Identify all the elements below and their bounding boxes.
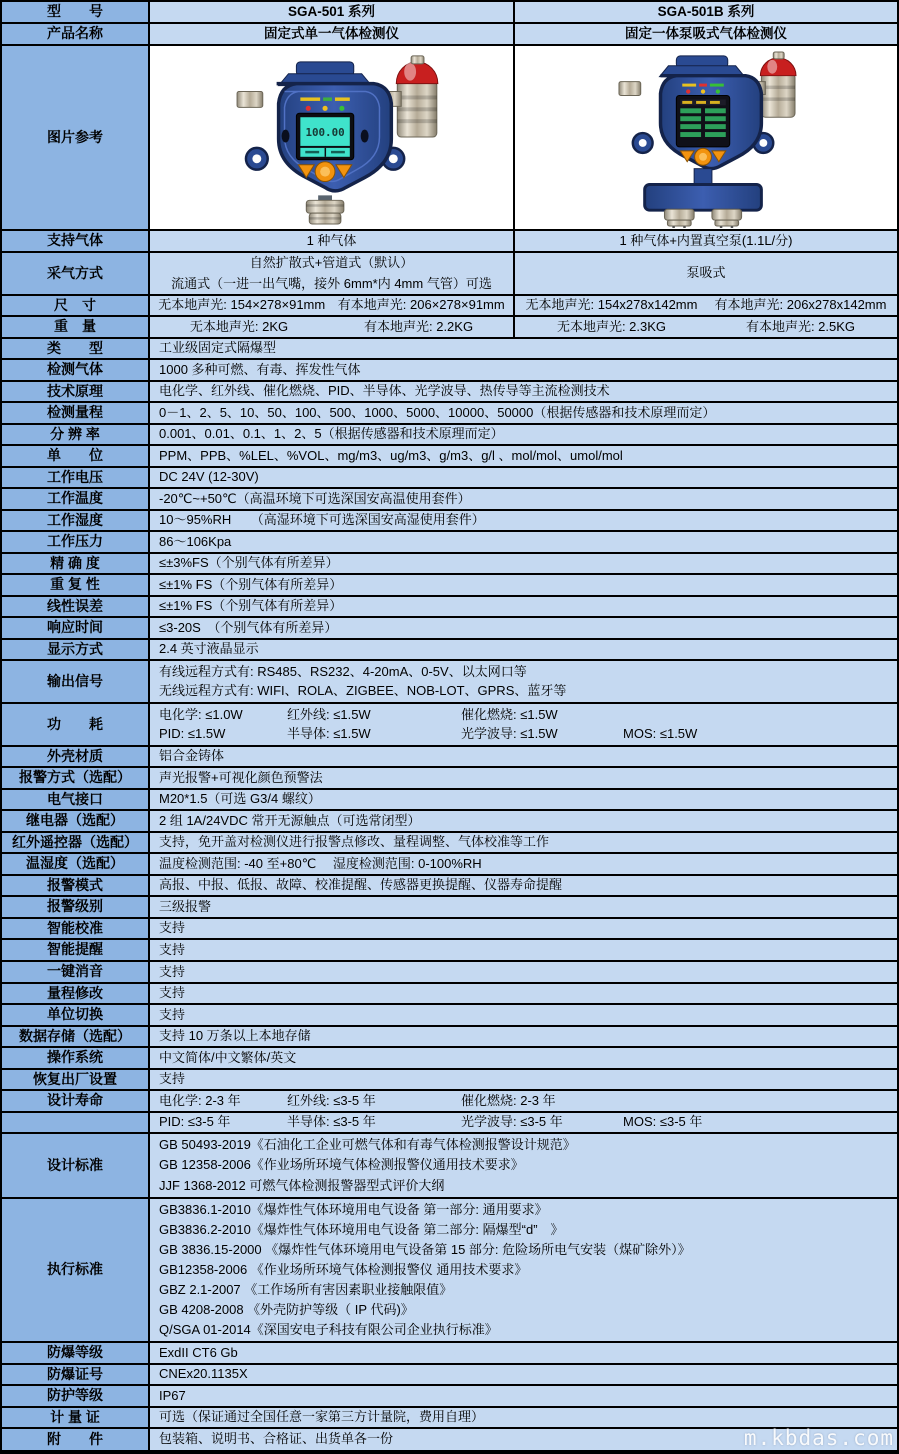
value-line: GB 3836.15-2000 《爆炸性气体环境用电气设备第 15 部分: 危险场所电气安装（煤矿除外）》: [159, 1241, 691, 1257]
row-unit-switching: [2, 1005, 897, 1027]
value-col1-model: [150, 2, 515, 22]
cable-gland: [619, 81, 641, 95]
value-line: GB12358-2006 《作业场所环境气体检测报警仪 通用技术要求》: [159, 1261, 528, 1277]
value-line: DC 24V (12-30V): [159, 469, 259, 485]
lcd-screen: [676, 95, 729, 146]
row-header-protection-grade: 防护等级: [2, 1386, 150, 1406]
value-col2-sampling-method: [515, 253, 897, 294]
row-header-accuracy: 精 确 度: [2, 554, 150, 573]
value-line: 声光报警+可视化颜色预警法: [159, 769, 323, 785]
row-header-output-signal: 输出信号: [2, 661, 150, 702]
row-header-data-storage: 数据存储（选配）: [2, 1027, 150, 1046]
row-header-implementation-standards: 执行标准: [2, 1199, 150, 1341]
row-header-technology: 技术原理: [2, 382, 150, 401]
side-button-left: [281, 129, 289, 142]
value-item: 半导体: ≤1.5W: [287, 726, 371, 742]
value-smart-reminder: [150, 940, 897, 960]
row-alarm-levels: [2, 897, 897, 919]
row-header-temp-humidity: 温湿度（选配）: [2, 854, 150, 874]
pump-base: [645, 184, 762, 210]
row-header-alarm-levels: 报警级别: [2, 897, 150, 917]
row-repeatability: [2, 575, 897, 597]
row-header-explosion-proof-cert: 防爆证号: [2, 1365, 150, 1384]
value-line: 固定式单一气体检测仪: [264, 25, 399, 41]
row-header-design-life: 设计寿命: [2, 1091, 150, 1111]
row-header-design-standards: 设计标准: [2, 1134, 150, 1197]
value-line: [159, 1093, 891, 1109]
value-metrology-cert: [150, 1408, 897, 1427]
row-header-display-mode: 显示方式: [2, 640, 150, 659]
value-item: MOS: ≤3-5 年: [623, 1114, 703, 1130]
row-type: [2, 339, 897, 360]
gas-sensor-left: [664, 209, 694, 228]
value-line: GB3836.2-2010《爆炸性气体环境用电气设备 第二部分: 隔爆型“d” 》: [159, 1221, 564, 1237]
value-item: 半导体: ≤3-5 年: [287, 1114, 376, 1130]
value-temp-humidity: [150, 854, 897, 874]
value-line: SGA-501B 系列: [657, 3, 755, 19]
screen-reading: 100.00: [304, 125, 345, 139]
value-line: 支持: [159, 963, 186, 979]
value-line: ExdII CT6 Gb: [159, 1344, 238, 1360]
value-implementation-standards: [150, 1199, 897, 1341]
row-one-key-mute: [2, 962, 897, 984]
value-line: ≤±3%FS（个别气体有所差异）: [159, 555, 339, 571]
value-col2-supported-gas: [515, 231, 897, 251]
row-header-supported-gas: 支持气体: [2, 231, 150, 251]
value-repeatability: [150, 575, 897, 595]
row-product-name: [2, 24, 897, 46]
value-line: 支持: [159, 920, 186, 936]
value-line: 高报、中报、低报、故障、校准提醒、传感器更换提醒、仪器寿命提醒: [159, 877, 563, 893]
row-header-working-pressure: 工作压力: [2, 532, 150, 552]
value-line: 有本地声光: 2.5KG: [745, 318, 856, 334]
row-range-modification: [2, 984, 897, 1005]
value-col1-weight: [150, 317, 515, 337]
watermark: m.kbdas.com: [743, 1426, 894, 1450]
value-line: ≤3-20S （个别气体有所差异）: [159, 619, 338, 635]
row-header-model: 型 号: [2, 2, 150, 22]
value-line: 有本地声光: 206×278×91mm: [337, 297, 505, 313]
row-sampling-method: [2, 253, 897, 296]
value-protection-grade: [150, 1386, 897, 1406]
value-smart-calibration: [150, 919, 897, 938]
value-operating-system: [150, 1048, 897, 1068]
row-alarm-modes: [2, 876, 897, 897]
value-range-modification: [150, 984, 897, 1003]
row-header-operating-system: 操作系统: [2, 1048, 150, 1068]
value-line: 无本地声光: 2.3KG: [556, 318, 667, 334]
row-header-product-name: 产品名称: [2, 24, 150, 44]
row-header-image-reference: 图片参考: [2, 46, 150, 229]
value-col1-supported-gas: [150, 231, 515, 251]
value-line: 0.001、0.01、0.1、1、2、5（根据传感器和技术原理而定）: [159, 426, 504, 442]
row-detected-gases: [2, 360, 897, 382]
value-line: 支持，免开盖对检测仪进行报警点修改、量程调整、气体校准等工作: [159, 834, 550, 850]
value-type: [150, 339, 897, 358]
row-header-response-time: 响应时间: [2, 618, 150, 638]
value-item: 催化燃烧: ≤1.5W: [461, 706, 558, 722]
value-line: GB3836.1-2010《爆炸性气体环境用电气设备 第一部分: 通用要求》: [159, 1201, 548, 1217]
cable-gland: [237, 91, 263, 107]
row-header-smart-reminder: 智能提醒: [2, 940, 150, 960]
value-line: 10～95%RH （高湿环境下可选深国安高湿使用套件）: [159, 512, 485, 528]
value-power-consumption: [150, 704, 897, 745]
value-output-signal: [150, 661, 897, 702]
row-header-working-humidity: 工作湿度: [2, 511, 150, 530]
value-line: 固定一体泵吸式气体检测仪: [625, 25, 787, 41]
row-design-life: [2, 1091, 897, 1113]
row-header-range-modification: 量程修改: [2, 984, 150, 1003]
value-line: 1000 多种可燃、有毒、挥发性气体: [159, 361, 361, 377]
value-item: 光学波导: ≤3-5 年: [461, 1114, 563, 1130]
value-design-life-2: [150, 1113, 897, 1132]
value-electrical-interface: [150, 790, 897, 809]
gas-sensor: [306, 195, 344, 224]
row-technology: [2, 382, 897, 403]
value-detected-gases: [150, 360, 897, 380]
row-header-units: 单 位: [2, 446, 150, 466]
row-header-alarm-method: 报警方式（选配）: [2, 768, 150, 788]
value-line: GBZ 2.1-2007 《工作场所有害因素职业接触限值》: [159, 1281, 453, 1297]
row-header-explosion-proof-grade: 防爆等级: [2, 1343, 150, 1363]
row-header-smart-calibration: 智能校准: [2, 919, 150, 938]
value-col1-product-name: [150, 24, 515, 44]
alarm-beacon: [396, 55, 438, 136]
row-relay: [2, 811, 897, 833]
value-line: 有线远程方式有: RS485、RS232、4-20mA、0-5V、以太网口等: [159, 663, 527, 679]
side-button-right: [360, 129, 368, 142]
value-line: 支持: [159, 1006, 186, 1022]
value-line: 86～106Kpa: [159, 533, 232, 549]
value-technology: [150, 382, 897, 401]
row-working-voltage: [2, 468, 897, 489]
value-item: MOS: ≤1.5W: [623, 726, 698, 742]
value-one-key-mute: [150, 962, 897, 982]
product-image-sga501: [150, 46, 515, 229]
value-item: 催化燃烧: 2-3 年: [461, 1092, 556, 1108]
value-col2-model: [515, 2, 897, 22]
value-response-time: [150, 618, 897, 638]
value-line: 工业级固定式隔爆型: [159, 340, 277, 356]
value-item: PID: ≤1.5W: [159, 726, 226, 742]
value-working-voltage: [150, 468, 897, 487]
value-line: -20℃~+50℃（高温环境下可选深国安高温使用套件）: [159, 490, 471, 506]
row-accuracy: [2, 554, 897, 575]
value-line: 有本地声光: 206x278x142mm: [714, 297, 887, 313]
value-line: 无本地声光: 2KG: [189, 318, 289, 334]
lcd-screen: [296, 113, 353, 159]
value-line: 1 种气体+内置真空泵(1.1L/分): [619, 232, 793, 248]
value-line: ≤±1% FS（个别气体有所差异）: [159, 576, 343, 592]
value-data-storage: [150, 1027, 897, 1046]
value-line: PPM、PPB、%LEL、%VOL、mg/m3、ug/m3、g/m3、g/l 、mol/mol、umol/mol: [159, 447, 623, 463]
value-line: SGA-501 系列: [287, 3, 376, 19]
row-header-type: 类 型: [2, 339, 150, 358]
value-alarm-modes: [150, 876, 897, 895]
value-line: CNEx20.1135X: [159, 1366, 248, 1382]
value-line: Q/SGA 01-2014《深国安电子科技有限公司企业执行标准》: [159, 1321, 498, 1337]
value-unit-switching: [150, 1005, 897, 1025]
row-working-pressure: [2, 532, 897, 554]
row-ir-remote: [2, 833, 897, 854]
row-response-time: [2, 618, 897, 640]
row-housing-material: [2, 747, 897, 768]
value-line: 电化学、红外线、催化燃烧、PID、半导体、光学波导、热传导等主流检测技术: [159, 383, 610, 399]
value-col1-dimensions: [150, 296, 515, 315]
row-electrical-interface: [2, 790, 897, 811]
value-display-mode: [150, 640, 897, 659]
row-implementation-standards: [2, 1199, 897, 1343]
value-detection-range: [150, 403, 897, 423]
value-item: 红外线: ≤3-5 年: [287, 1092, 376, 1108]
row-units: [2, 446, 897, 468]
row-factory-reset: [2, 1070, 897, 1091]
value-line: 0－1、2、5、10、50、100、500、1000、5000、10000、50000（根据传感器和技术原理而定）: [159, 404, 716, 420]
row-smart-reminder: [2, 940, 897, 962]
row-smart-calibration: [2, 919, 897, 940]
value-line: 支持: [159, 985, 186, 1001]
value-line: M20*1.5（可选 G3/4 螺纹）: [159, 791, 321, 807]
value-line: 有本地声光: 2.2KG: [363, 318, 474, 334]
value-line: 支持: [159, 941, 186, 957]
value-line: IP67: [159, 1387, 186, 1403]
value-line: [159, 1114, 891, 1130]
row-header-unit-switching: 单位切换: [2, 1005, 150, 1025]
value-line: 支持 10 万条以上本地存储: [159, 1028, 311, 1044]
row-explosion-proof-grade: [2, 1343, 897, 1365]
row-header-ir-remote: 红外遥控器（选配）: [2, 833, 150, 852]
value-col2-weight: [515, 317, 897, 337]
value-explosion-proof-grade: [150, 1343, 897, 1363]
value-col2-dimensions: [515, 296, 897, 315]
value-working-pressure: [150, 532, 897, 552]
row-header-detection-range: 检测量程: [2, 403, 150, 423]
row-header-working-voltage: 工作电压: [2, 468, 150, 487]
row-detection-range: [2, 403, 897, 425]
value-accuracy: [150, 554, 897, 573]
value-design-standards: [150, 1134, 897, 1197]
product-image-sga501b: [515, 46, 897, 229]
value-line: 铝合金铸体: [159, 748, 225, 764]
value-line: 温度检测范围: -40 至+80℃ 湿度检测范围: 0-100%RH: [159, 855, 482, 871]
value-item: 光学波导: ≤1.5W: [461, 726, 558, 742]
row-header-alarm-modes: 报警模式: [2, 876, 150, 895]
row-header-detected-gases: 检测气体: [2, 360, 150, 380]
value-line: JJF 1368-2012 可燃气体检测报警器型式评价大纲: [159, 1177, 445, 1193]
row-temp-humidity: [2, 854, 897, 876]
row-image-reference: [2, 46, 897, 231]
row-working-humidity: [2, 511, 897, 532]
row-header-dimensions: 尺 寸: [2, 296, 150, 315]
value-col2-product-name: [515, 24, 897, 44]
row-resolution: [2, 425, 897, 446]
value-line: 流通式（一进一出气嘴，接外 6mm*内 4mm 气管）可选: [171, 275, 492, 291]
value-line: 自然扩散式+管道式（默认）: [249, 255, 414, 271]
row-display-mode: [2, 640, 897, 661]
row-alarm-method: [2, 768, 897, 790]
value-explosion-proof-cert: [150, 1365, 897, 1384]
value-design-life: [150, 1091, 897, 1111]
row-header-one-key-mute: 一键消音: [2, 962, 150, 982]
gas-detector-single-illustration: [172, 48, 492, 228]
row-header-power-consumption: 功 耗: [2, 704, 150, 745]
value-line: 支持: [159, 1071, 186, 1087]
value-resolution: [150, 425, 897, 444]
value-alarm-method: [150, 768, 897, 788]
value-ir-remote: [150, 833, 897, 852]
value-item: PID: ≤3-5 年: [159, 1114, 231, 1130]
row-header-relay: 继电器（选配）: [2, 811, 150, 831]
value-line: 2.4 英寸液晶显示: [159, 641, 259, 657]
row-header-linearity-error: 线性误差: [2, 597, 150, 616]
value-item: 电化学: ≤1.0W: [159, 706, 243, 722]
row-design-standards: [2, 1134, 897, 1199]
value-factory-reset: [150, 1070, 897, 1089]
value-line: 泵吸式: [686, 265, 726, 281]
row-header-factory-reset: 恢复出厂设置: [2, 1070, 150, 1089]
gas-detector-pump-illustration: [546, 48, 866, 228]
row-power-consumption: [2, 704, 897, 747]
value-line: 无本地声光: 154x278x142mm: [525, 297, 698, 313]
row-header-weight: 重 量: [2, 317, 150, 337]
value-line: ≤±1% FS（个别气体有所差异）: [159, 598, 343, 614]
row-protection-grade: [2, 1386, 897, 1408]
value-item: 红外线: ≤1.5W: [287, 706, 371, 722]
value-units: [150, 446, 897, 466]
row-header-sampling-method: 采气方式: [2, 253, 150, 294]
value-line: GB 50493-2019《石油化工企业可燃气体和有毒气体检测报警设计规范》: [159, 1137, 576, 1153]
row-header-working-temperature: 工作温度: [2, 489, 150, 509]
value-line: 三级报警: [159, 898, 212, 914]
row-header-design-life-2: [2, 1113, 150, 1132]
value-line: 无线远程方式有: WIFI、ROLA、ZIGBEE、NOB-LOT、GPRS、蓝牙等: [159, 683, 567, 699]
value-col1-sampling-method: [150, 253, 515, 294]
row-header-accessories: 附 件: [2, 1429, 150, 1450]
row-working-temperature: [2, 489, 897, 511]
value-relay: [150, 811, 897, 831]
value-housing-material: [150, 747, 897, 766]
value-line: 1 种气体: [306, 232, 357, 248]
row-header-housing-material: 外壳材质: [2, 747, 150, 766]
value-line: GB 12358-2006《作业场所环境气体检测报警仪通用技术要求》: [159, 1157, 524, 1173]
row-data-storage: [2, 1027, 897, 1048]
value-working-temperature: [150, 489, 897, 509]
row-operating-system: [2, 1048, 897, 1070]
row-supported-gas: [2, 231, 897, 253]
value-line: 可选（保证通过全国任意一家第三方计量院，费用自理）: [159, 1409, 485, 1425]
value-working-humidity: [150, 511, 897, 530]
row-dimensions: [2, 296, 897, 317]
row-explosion-proof-cert: [2, 1365, 897, 1386]
value-line: 2 组 1A/24VDC 常开无源触点（可选常闭型）: [159, 812, 421, 828]
value-line: GB 4208-2008 《外壳防护等级（ IP 代码)》: [159, 1301, 414, 1317]
row-design-life-2: [2, 1113, 897, 1134]
value-line: 包装箱、说明书、合格证、出货单各一份: [159, 1431, 394, 1447]
value-alarm-levels: [150, 897, 897, 917]
row-header-resolution: 分 辨 率: [2, 425, 150, 444]
row-weight: [2, 317, 897, 339]
value-item: 电化学: 2-3 年: [159, 1092, 241, 1108]
value-line: [159, 707, 891, 723]
row-header-repeatability: 重 复 性: [2, 575, 150, 595]
row-output-signal: [2, 661, 897, 704]
value-line: [159, 726, 891, 742]
value-line: 无本地声光: 154×278×91mm: [158, 297, 326, 313]
value-linearity-error: [150, 597, 897, 616]
row-header-metrology-cert: 计 量 证: [2, 1408, 150, 1427]
row-header-electrical-interface: 电气接口: [2, 790, 150, 809]
row-linearity-error: [2, 597, 897, 618]
value-line: 中文简体/中文繁体/英文: [159, 1049, 297, 1065]
row-model: [2, 2, 897, 24]
gas-sensor-right: [712, 209, 742, 228]
